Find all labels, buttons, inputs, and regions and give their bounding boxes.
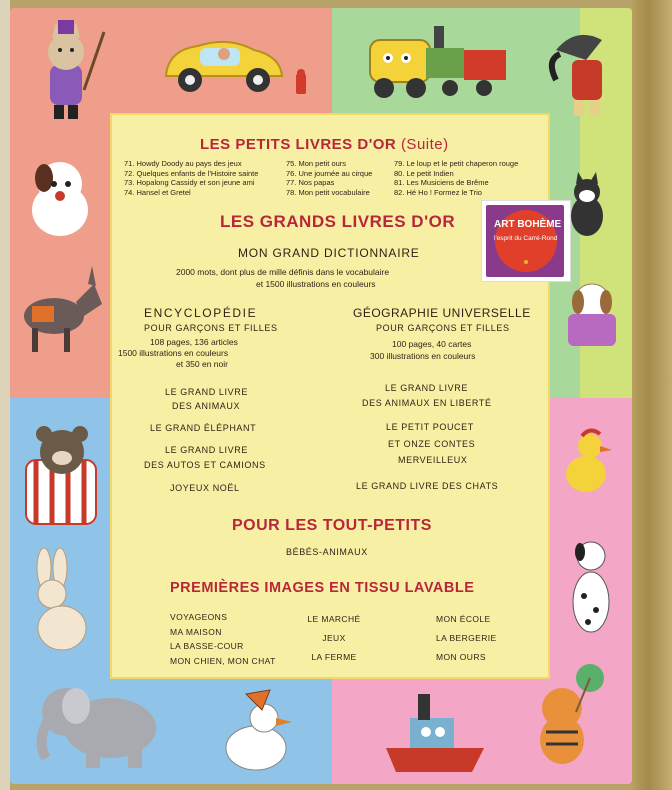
petits-livres-title: LES PETITS LIVRES D'OR <box>200 136 397 153</box>
grand-livre-left-3: LE GRAND ÉLÉPHANT <box>150 423 257 433</box>
petits-col-2 <box>286 159 372 197</box>
list-item: LA BASSE-COUR <box>170 641 244 651</box>
list-item: 81. Les Musiciens de Brême <box>394 178 489 187</box>
list-item: 73. Hopalong Cassidy et son jeune ami <box>124 178 255 187</box>
grand-livre-right-4: ET ONZE CONTES <box>388 439 476 449</box>
list-item: VOYAGEONS <box>170 612 228 622</box>
encyclopedie-desc-1: 108 pages, 136 articles <box>150 337 238 347</box>
grand-livre-right-5: MERVEILLEUX <box>398 455 468 465</box>
grand-livre-right-1: LE GRAND LIVRE <box>385 383 468 393</box>
yellow-car-illustration <box>158 28 288 100</box>
tout-petits-heading: POUR LES TOUT-PETITS <box>232 517 432 534</box>
list-item: JEUX <box>322 633 346 643</box>
list-item: 80. Le petit Indien <box>394 168 454 178</box>
grand-livre-left-4: LE GRAND LIVRE <box>165 445 248 455</box>
grand-livre-left-1: LE GRAND LIVRE <box>165 387 248 397</box>
train-illustration <box>360 18 510 103</box>
art-boheme-badge <box>481 200 571 282</box>
petits-col-3 <box>394 159 518 197</box>
tissu-col-3 <box>436 610 497 667</box>
list-item: 72. Quelques enfants de l'Histoire sainte <box>124 168 259 178</box>
grand-livre-right-6: LE GRAND LIVRE DES CHATS <box>356 481 499 491</box>
tout-petits-item: BÉBÉS-ANIMAUX <box>286 547 368 557</box>
tissu-heading: PREMIÈRES IMAGES EN TISSU LAVABLE <box>170 580 475 596</box>
geographie-desc-2: 300 illustrations en couleurs <box>370 351 476 361</box>
hydrant-illustration <box>292 68 310 96</box>
bunny-illustration <box>18 548 102 658</box>
list-item: MON CHIEN, MON CHAT <box>170 655 276 666</box>
list-item: 74. Hansel et Gretel <box>124 187 191 197</box>
grands-livres-heading: LES GRANDS LIVRES D'OR <box>220 212 456 231</box>
list-item: MON ÉCOLE <box>436 614 491 624</box>
list-item: 76. Une journée au cirque <box>286 168 373 178</box>
encyclopedie-sub: POUR GARÇONS ET FILLES <box>144 323 278 333</box>
cat-painter-illustration <box>28 20 108 125</box>
duckling-illustration <box>560 422 616 502</box>
list-item: 78. Mon petit vocabulaire <box>286 187 370 197</box>
wolf-illustration <box>546 20 616 120</box>
petits-col-1 <box>124 159 258 197</box>
list-item: LA FERME <box>311 652 357 662</box>
tissu-col-1 <box>170 610 276 668</box>
grand-livre-left-2: DES ANIMAUX <box>172 401 241 411</box>
list-item: 71. Howdy Doody au pays des jeux <box>124 159 242 168</box>
puppy-illustration <box>20 150 100 245</box>
book-spine <box>632 0 672 790</box>
list-item: MA MAISON <box>170 626 222 637</box>
list-item: 79. Le loup et le petit chaperon rouge <box>394 159 519 168</box>
dictionnaire-desc-2: et 1500 illustrations en couleurs <box>256 279 376 289</box>
geographie-title: GÉOGRAPHIE UNIVERSELLE <box>353 306 531 320</box>
badge-line-1: ART BOHÈME <box>494 219 562 230</box>
dictionnaire-title: MON GRAND DICTIONNAIRE <box>238 246 420 260</box>
list-item: LA BERGERIE <box>436 633 497 643</box>
encyclopedie-desc-3: et 350 en noir <box>176 359 228 369</box>
encyclopedie-title: ENCYCLOPÉDIE <box>144 306 258 320</box>
list-item: 77. Nos papas <box>286 178 335 187</box>
grand-livre-right-2: DES ANIMAUX EN LIBERTÉ <box>362 398 492 408</box>
dog-in-basket-illustration <box>560 280 624 350</box>
petits-livres-heading <box>200 136 449 153</box>
grand-livre-right-3: LE PETIT POUCET <box>386 422 474 432</box>
geographie-sub: POUR GARÇONS ET FILLES <box>376 323 510 333</box>
list-item: 75. Mon petit ours <box>286 159 347 168</box>
tissu-col-2 <box>304 610 364 667</box>
donkey-illustration <box>14 262 106 360</box>
dictionnaire-desc-1: 2000 mots, dont plus de mille définis dans le vocabulaire <box>176 267 390 277</box>
list-item: LE MARCHÉ <box>307 614 361 624</box>
tugboat-illustration <box>380 688 490 780</box>
list-item: MON OURS <box>436 652 486 662</box>
petits-livres-suite: (Suite) <box>400 136 449 153</box>
grand-livre-left-6: JOYEUX NOËL <box>170 483 240 493</box>
geographie-desc-1: 100 pages, 40 cartes <box>392 339 472 349</box>
page-edge <box>0 0 10 790</box>
teddy-bear-illustration <box>12 420 108 530</box>
grand-livre-left-5: DES AUTOS ET CAMIONS <box>144 460 266 470</box>
badge-line-2: l'esprit du Carré-Rond <box>494 235 558 242</box>
elephant-illustration <box>28 672 168 772</box>
encyclopedie-desc-2: 1500 illustrations en couleurs <box>118 348 229 358</box>
dalmatian-illustration <box>566 536 616 642</box>
list-item: 82. Hé Ho ! Formez le Trio <box>394 187 482 197</box>
duck-illustration <box>218 684 298 780</box>
